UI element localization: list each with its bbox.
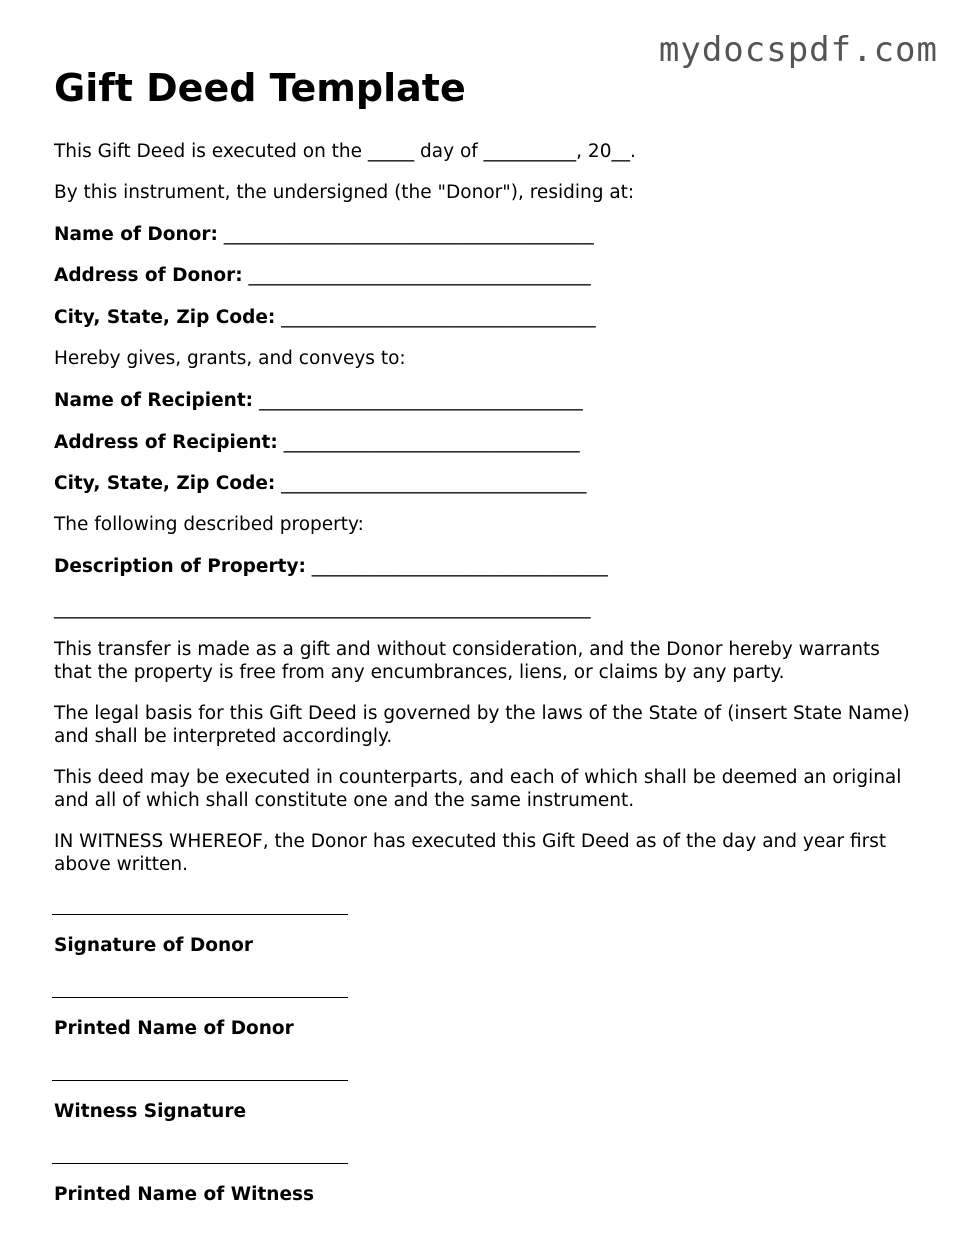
- field-label: Address of Donor:: [54, 265, 243, 286]
- field-blank: ________________________________________: [217, 224, 594, 245]
- donor-printed-name-line[interactable]: [52, 997, 348, 998]
- field-blank: _________________________________: [275, 473, 587, 494]
- watermark: mydocspdf.com: [658, 30, 938, 70]
- field-blank: ___________________________________: [253, 390, 583, 411]
- donor-printed-name-label: Printed Name of Donor: [54, 1018, 294, 1039]
- recipient-name-field[interactable]: [54, 389, 583, 412]
- field-label: Description of Property:: [54, 556, 306, 577]
- field-blank: ________________________________: [277, 432, 580, 453]
- gift-warranty-paragraph: This transfer is made as a gift and without consideration, and the Donor hereby warrants that the property is free from any encumbrances, liens, or claims by any party.: [54, 639, 880, 683]
- donor-intro-text: By this instrument, the undersigned (the "Donor"), residing at:: [54, 182, 635, 203]
- conveys-text: Hereby gives, grants, and conveys to:: [54, 348, 406, 369]
- field-label: Name of Donor:: [54, 224, 218, 245]
- property-description-field[interactable]: [54, 555, 608, 578]
- field-blank: _____________________________________: [242, 265, 591, 286]
- field-label: Address of Recipient:: [54, 432, 278, 453]
- donor-name-field[interactable]: [54, 223, 594, 246]
- field-blank: __________________________________: [275, 307, 596, 328]
- donor-signature-line[interactable]: [52, 914, 348, 915]
- counterparts-paragraph: This deed may be executed in counterparts, and each of which shall be deemed an original and all of which shall constitute one and the same instrument.: [54, 767, 902, 811]
- donor-city-field[interactable]: [54, 306, 596, 329]
- field-blank: ________________________________: [305, 556, 608, 577]
- legal-basis-paragraph: The legal basis for this Gift Deed is governed by the laws of the State of (insert State Name) and shall be interpreted accordingly.: [54, 703, 910, 747]
- field-label: City, State, Zip Code:: [54, 473, 276, 494]
- recipient-city-field[interactable]: [54, 472, 586, 495]
- intro-text: This Gift Deed is executed on the _____ day of __________, 20__.: [54, 141, 636, 162]
- witness-signature-label: Witness Signature: [54, 1101, 247, 1122]
- page-title: Gift Deed Template: [54, 66, 466, 110]
- witness-signature-line[interactable]: [52, 1080, 348, 1081]
- witness-printed-name-label: Printed Name of Witness: [54, 1184, 315, 1205]
- field-label: City, State, Zip Code:: [54, 307, 276, 328]
- property-intro-text: The following described property:: [54, 514, 364, 535]
- donor-address-field[interactable]: [54, 264, 591, 287]
- witness-printed-name-line[interactable]: [52, 1163, 348, 1164]
- witness-whereof-paragraph: IN WITNESS WHEREOF, the Donor has executed this Gift Deed as of the day and year first above written.: [54, 831, 887, 875]
- donor-signature-label: Signature of Donor: [54, 935, 253, 956]
- recipient-address-field[interactable]: [54, 431, 580, 454]
- field-label: Name of Recipient:: [54, 390, 254, 411]
- property-description-extra-line[interactable]: __________________________________________________________: [54, 598, 591, 619]
